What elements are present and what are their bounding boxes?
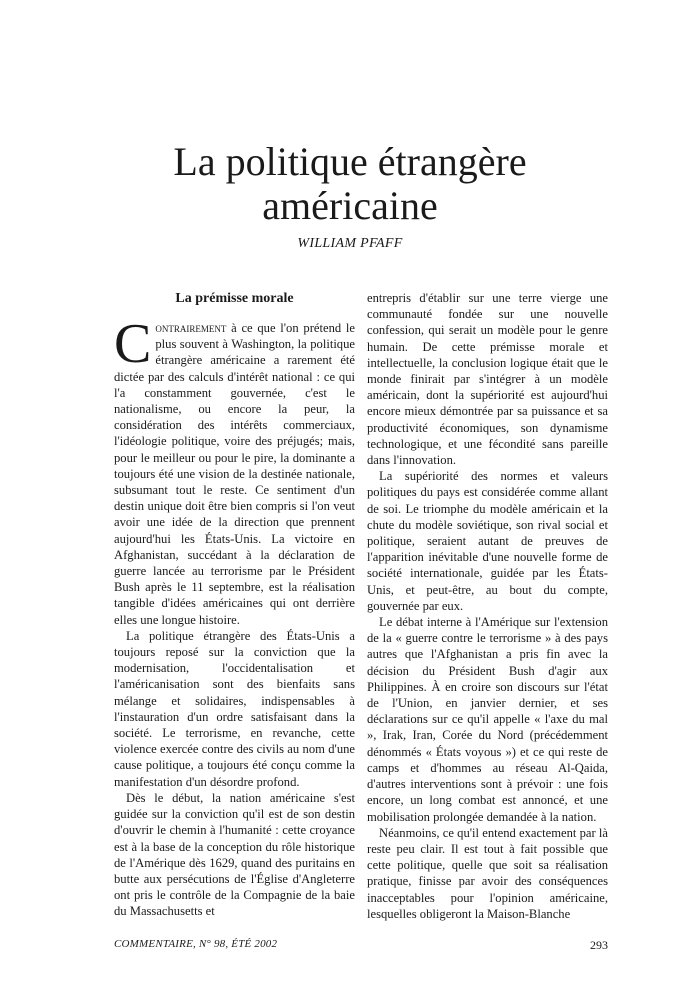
article-title <box>0 140 700 228</box>
column-right <box>367 290 608 922</box>
paragraph-4: entrepris d'établir sur une terre vierge une communauté fondée sur une nouvelle confession, qui serait un modèle pour le genre humain. De cette prémisse morale et intellectuelle, la conclusion logique était que le monde finirait par s'intégrer à un modèle américain, dont la supériorité est aujourd'hui encore mieux démontrée par sa puissance et sa productivité économiques, son dynamisme technologique, et une fécondité sans pareille dans l'innovation. <box>367 291 608 468</box>
drop-cap: C <box>114 313 152 375</box>
paragraph-3: Dès le début, la nation américaine s'est guidée sur la conviction qu'il est de son destin d'ouvrir le chemin à l'humanité : cette croyance est à la base de la conception du rôle historique de l'Amérique dès 1629, quand des puritains en butte aux persécutions de l'Église d'Angleterre ont pris le contrôle de la Compagnie de la baie du Massachusetts et <box>114 790 355 919</box>
section-heading: La prémisse morale <box>175 291 294 306</box>
paragraph-5: La supériorité des normes et valeurs politiques du pays est considérée comme allant de soi. Le triomphe du modèle américain et la chute du modèle soviétique, son rival social et politique, seraient autant de preuves de l'apparition inévitable d'une nouvelle forme de société internationale, guidée par les États-Unis, et peut-être, au bout du compte, gouvernée par eux. <box>367 469 608 613</box>
article-title-line-2: américaine <box>262 183 438 228</box>
paragraph-1 <box>114 313 355 628</box>
article-author: WILLIAM PFAFF <box>297 236 403 251</box>
paragraph-7: Néanmoins, ce qu'il entend exactement par là reste peu clair. Il est tout à fait possible que cette politique, quelle que soit sa réalisation pratique, finisse par avoir des conséquences inacceptables pour l'opinion américaine, lesquelles obligeront la Maison-Blanche <box>367 825 608 921</box>
article-title-line-1: La politique étrangère <box>173 139 527 184</box>
paragraph-2: La politique étrangère des États-Unis a toujours reposé sur la conviction que la modernisation, l'occidentalisation et l'américanisation sont des bienfaits sans mélange et solidaires, indispensables à l'instauration d'un ordre satisfaisant dans la société. Le terrorisme, en revanche, cette violence exercée contre des civils au nom d'une cause politique, a toujours été conçu comme la manifestation d'un désordre profond. <box>114 628 355 789</box>
lead-in-smallcaps: ontrairement <box>155 321 227 335</box>
page-number: 293 <box>590 938 608 952</box>
paragraph-1-text: à ce que l'on prétend le plus souvent à Washington, la politique étrangère américaine a rarement été dictée par des calculs d'intérêt national : ce qui l'a constamment gouvernée, c'est le nationalisme, ou encore la peur, la considération des intérêts commerciaux, l'idéologie politique, voire des préjugés; mais, pour le meilleur ou pour le pire, la dominante a toujours été une vision de la destinée nationale, subsumant tout le reste. Ce sentiment d'un destin unique doit être bien compris si l'on veut avoir une idée de la direction que prennent aujourd'hui les États-Unis. La victoire en Afghanistan, succédant à la déclaration de guerre lancée au terrorisme par le Président Bush après le 11 septembre, est la réalisation tangible d'idées américaines qui ont derrière elles une longue histoire. <box>114 321 355 627</box>
journal-citation: COMMENTAIRE, N° 98, ÉTÉ 2002 <box>114 938 278 950</box>
column-left <box>114 290 355 920</box>
paragraph-6: Le débat interne à l'Amérique sur l'extension de la « guerre contre le terrorisme » à des pays autres que l'Afghanistan a pris fin avec la décision du Président Bush d'agir aux Philippines. À en croire son discours sur l'état de l'Union, en janvier dernier, et ses déclarations sur ce qu'il appelle « l'axe du mal », Irak, Iran, Corée du Nord (précédemment dénommés « États voyous ») et ce qui reste de camps et d'hommes au réseau Al-Qaida, d'autres interventions sont à prévoir : une fois encore, un long combat est annoncé, et une mobilisation prolongée demandée à la nation. <box>367 615 608 824</box>
